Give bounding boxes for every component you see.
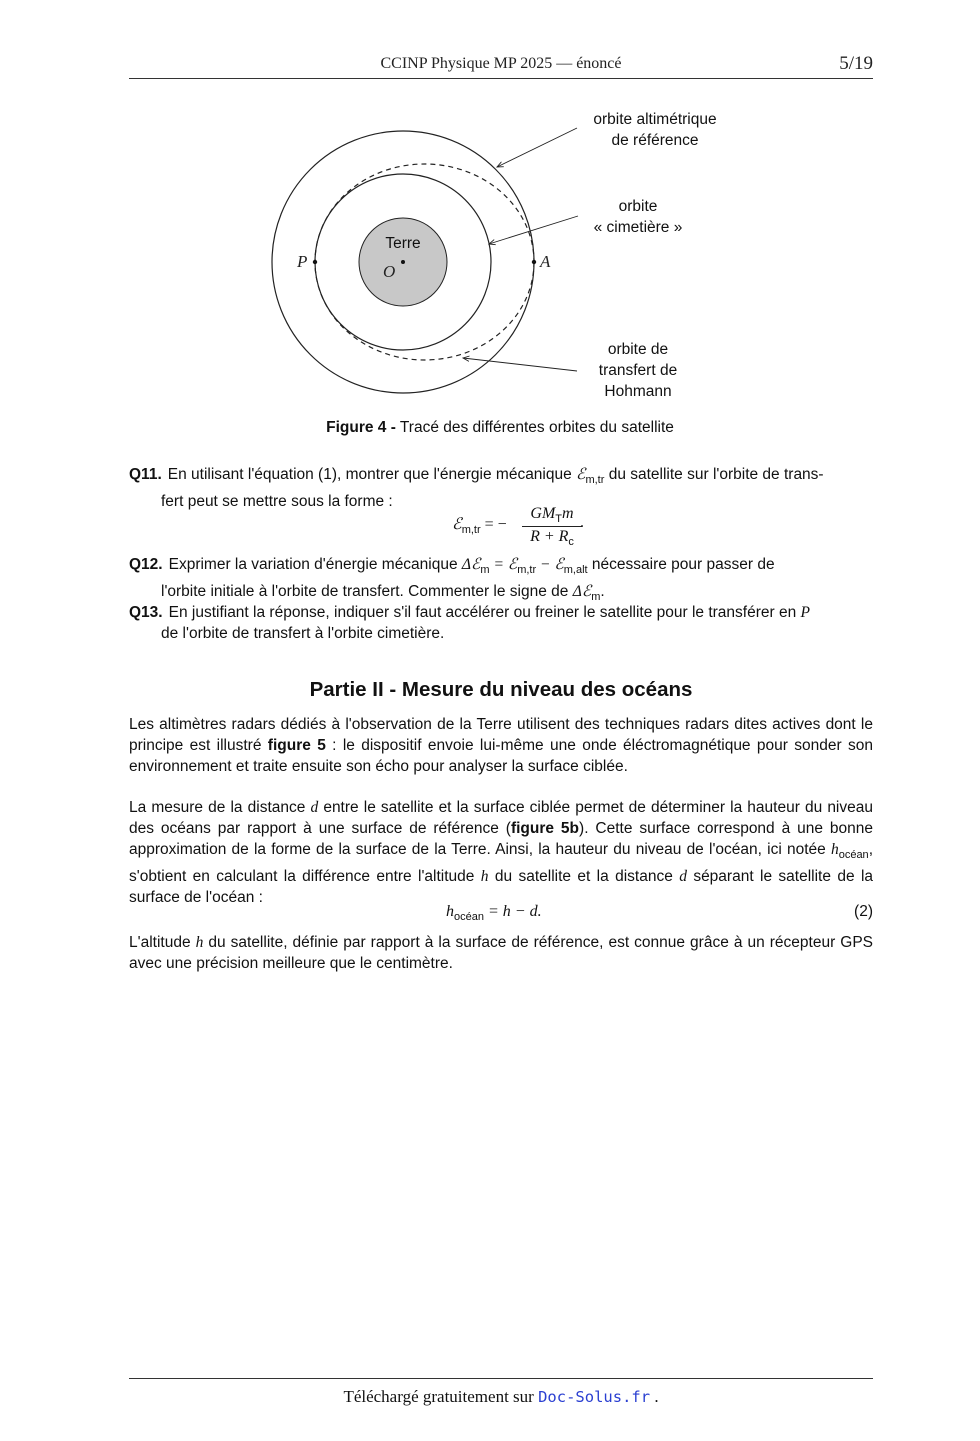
label-center-o: O <box>383 262 396 281</box>
arrow-reference-orbit <box>497 128 577 167</box>
paragraph-gps-altitude: L'altitude h du satellite, définie par rapport à la surface de référence, est connue grâce à un récepteur GPS avec une précision meilleure que le centimètre. <box>129 934 873 972</box>
label-transfer-orbit: orbite de transfert de Hohmann <box>598 341 678 400</box>
paragraph-radar-altimeters: Les altimètres radars dédiés à l'observation de la Terre utilisent des techniques radars dites actives dont le principe est illustré figure 5 : le dispositif envoie lui-même une onde éléctromagnétique pour sonder son environnement et traite ensuite son écho pour analyser la surface ciblée. <box>129 716 874 775</box>
label-reference-orbit: orbite altimétrique de référence <box>593 111 717 149</box>
figure-5-ref: figure 5 <box>267 737 326 754</box>
question-q13: Q13. En justifiant la réponse, indiquer s'il faut accélérer ou freiner le satellite pour le transférer en P de l'orbite de transfert à l'orbite cimetière. <box>129 604 810 642</box>
label-point-p: P <box>297 252 308 271</box>
q11-number: Q11. <box>129 466 162 483</box>
label-point-a: A <box>540 252 551 271</box>
label-cemetery-orbit: orbite « cimetière » <box>593 198 683 236</box>
caption-label: Figure 4 - <box>326 419 396 436</box>
arrow-transfer-orbit <box>463 358 577 371</box>
question-q12: Q12. Exprimer la variation d'énergie mécanique Δℰ$_m$ = ℰ$_{m,tr}$ − ℰ$_{m,alt}$ nécessaire pour passer de l'orbite initiale à l'orbite de transfert. Commenter le signe de Δℰ$_m$. <box>129 556 775 603</box>
arrow-cemetery-orbit <box>489 216 578 244</box>
q12-number: Q12. <box>129 556 163 573</box>
label-earth: Terre <box>385 235 421 252</box>
orbit-figure <box>0 90 980 410</box>
page-header <box>129 52 873 79</box>
header-title: CCINP Physique MP 2025 — énoncé <box>380 55 622 72</box>
figure-caption <box>0 419 980 437</box>
page-number: 5/19 <box>839 53 873 74</box>
caption-text: Tracé des différentes orbites du satellite <box>395 419 674 436</box>
doc-solus-link[interactable]: Doc-Solus.fr <box>538 1388 651 1406</box>
q13-number: Q13. <box>129 604 163 621</box>
equation-number: (2) <box>854 903 873 920</box>
point-a-dot <box>532 260 536 264</box>
equation-h-ocean: $h_{océan} = h - d$. <box>446 903 542 923</box>
equation-em-tr: ℰ$_{m,tr}$ = − $GM_Tm$ $R + R_c$ . <box>452 505 584 548</box>
footer-divider <box>129 1378 873 1379</box>
page-footer: Téléchargé gratuitement sur Doc-Solus.fr . <box>343 1387 659 1406</box>
question-q11: Q11. En utilisant l'équation (1), montrer que l'énergie mécanique ℰ$_{m,tr}$ du satellite sur l'orbite de trans- fert peut se mettre sous la forme : <box>129 466 824 510</box>
section-title: Partie II - Mesure du niveau des océans <box>309 678 693 701</box>
figure-5b-ref: figure 5b <box>510 820 580 837</box>
center-point <box>401 260 405 264</box>
footer-text: Téléchargé gratuitement sur <box>343 1387 539 1406</box>
paragraph-distance-measurement: La mesure de la distance d entre le satellite et la surface ciblée permet de déterminer la hauteur du niveau des océans par rapport à une surface de référence (figure 5b). Cette surface correspond à une bonne approximation de la forme de la surface de la Terre. Ainsi, la hauteur du niveau de l'océan, ici notée $h_{océan}$, s'obtient en calculant la différence entre l'altitude h du satellite et la distance d séparant le satellite de la surface de l'océan : <box>129 799 874 906</box>
point-p-dot <box>313 260 317 264</box>
orbit-diagram <box>0 90 980 410</box>
